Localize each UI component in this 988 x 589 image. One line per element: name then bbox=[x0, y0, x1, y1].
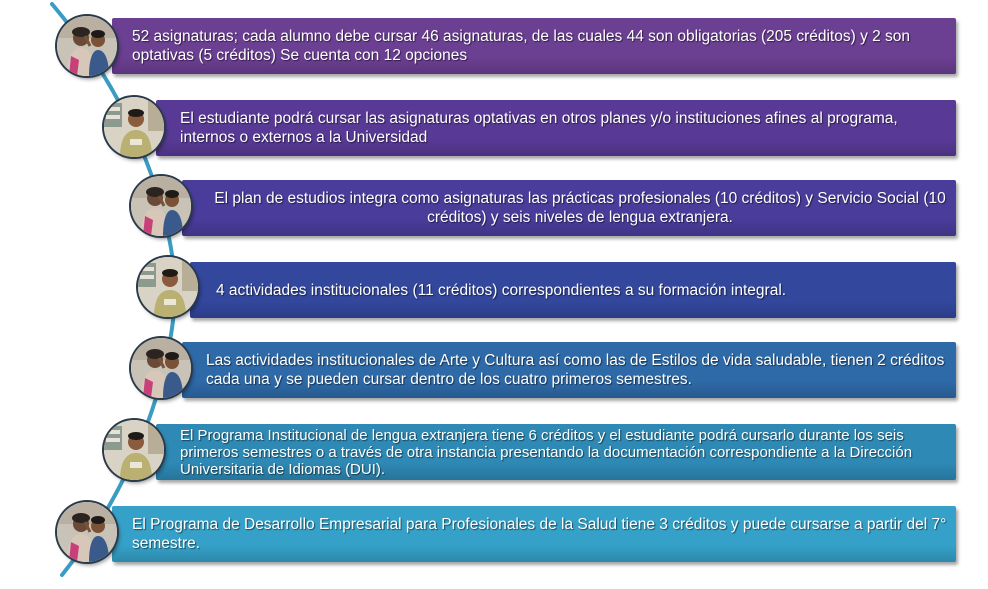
bar-text-3: El plan de estudios integra como asignaturas las prácticas profesionales (10 créditos) y Servicio Social (10 créditos) y seis niveles de lengua extranjera. bbox=[214, 190, 946, 226]
text-bar-6 bbox=[156, 424, 956, 480]
text-bar-5 bbox=[182, 342, 956, 398]
man-pharmacy-photo bbox=[104, 420, 164, 480]
man-pharmacy-photo bbox=[104, 97, 164, 157]
avatar-7 bbox=[57, 502, 117, 562]
text-bar-7 bbox=[112, 506, 956, 562]
avatar-1 bbox=[57, 16, 117, 76]
avatar-6 bbox=[104, 420, 164, 480]
text-bar-1 bbox=[112, 18, 956, 74]
bar-text-2: El estudiante podrá cursar las asignaturas optativas en otros planes y/o instituciones afines al programa, internos o externos a la Universidad bbox=[180, 110, 898, 146]
man-pharmacy-photo bbox=[138, 257, 198, 317]
avatar-3 bbox=[131, 176, 191, 236]
women-consultation-photo bbox=[57, 16, 117, 76]
women-consultation-photo bbox=[131, 176, 191, 236]
bar-text-1: 52 asignaturas; cada alumno debe cursar 46 asignaturas, de las cuales 44 son obligatorias (205 créditos) y 2 son optativas (5 créditos) Se cuenta con 12 opciones bbox=[132, 28, 911, 64]
text-bar-3 bbox=[182, 180, 956, 236]
text-bar-4 bbox=[190, 262, 956, 318]
avatar-5 bbox=[131, 338, 191, 398]
avatar-2 bbox=[104, 97, 164, 157]
text-bar-2 bbox=[156, 100, 956, 156]
bar-text-5: Las actividades institucionales de Arte y Cultura así como las de Estilos de vida saludable, tienen 2 créditos cada una y se pueden cursar dentro de los cuatro primeros semestres. bbox=[206, 352, 945, 388]
bar-text-6: El Programa Institucional de lengua extranjera tiene 6 créditos y el estudiante podrá cursarlo durante los seis primeros semestres o a través de otra instancia presentando la documentación correspondiente a la Dirección Universitaria de Idiomas (DUI). bbox=[180, 426, 913, 478]
women-consultation-photo bbox=[57, 502, 117, 562]
avatar-4 bbox=[138, 257, 198, 317]
women-consultation-photo bbox=[131, 338, 191, 398]
bar-text-4: 4 actividades institucionales (11 créditos) correspondientes a su formación integral. bbox=[216, 281, 787, 299]
bar-text-7: El Programa de Desarrollo Empresarial para Profesionales de la Salud tiene 3 créditos y puede cursarse a partir del 7° semestre. bbox=[132, 516, 947, 552]
